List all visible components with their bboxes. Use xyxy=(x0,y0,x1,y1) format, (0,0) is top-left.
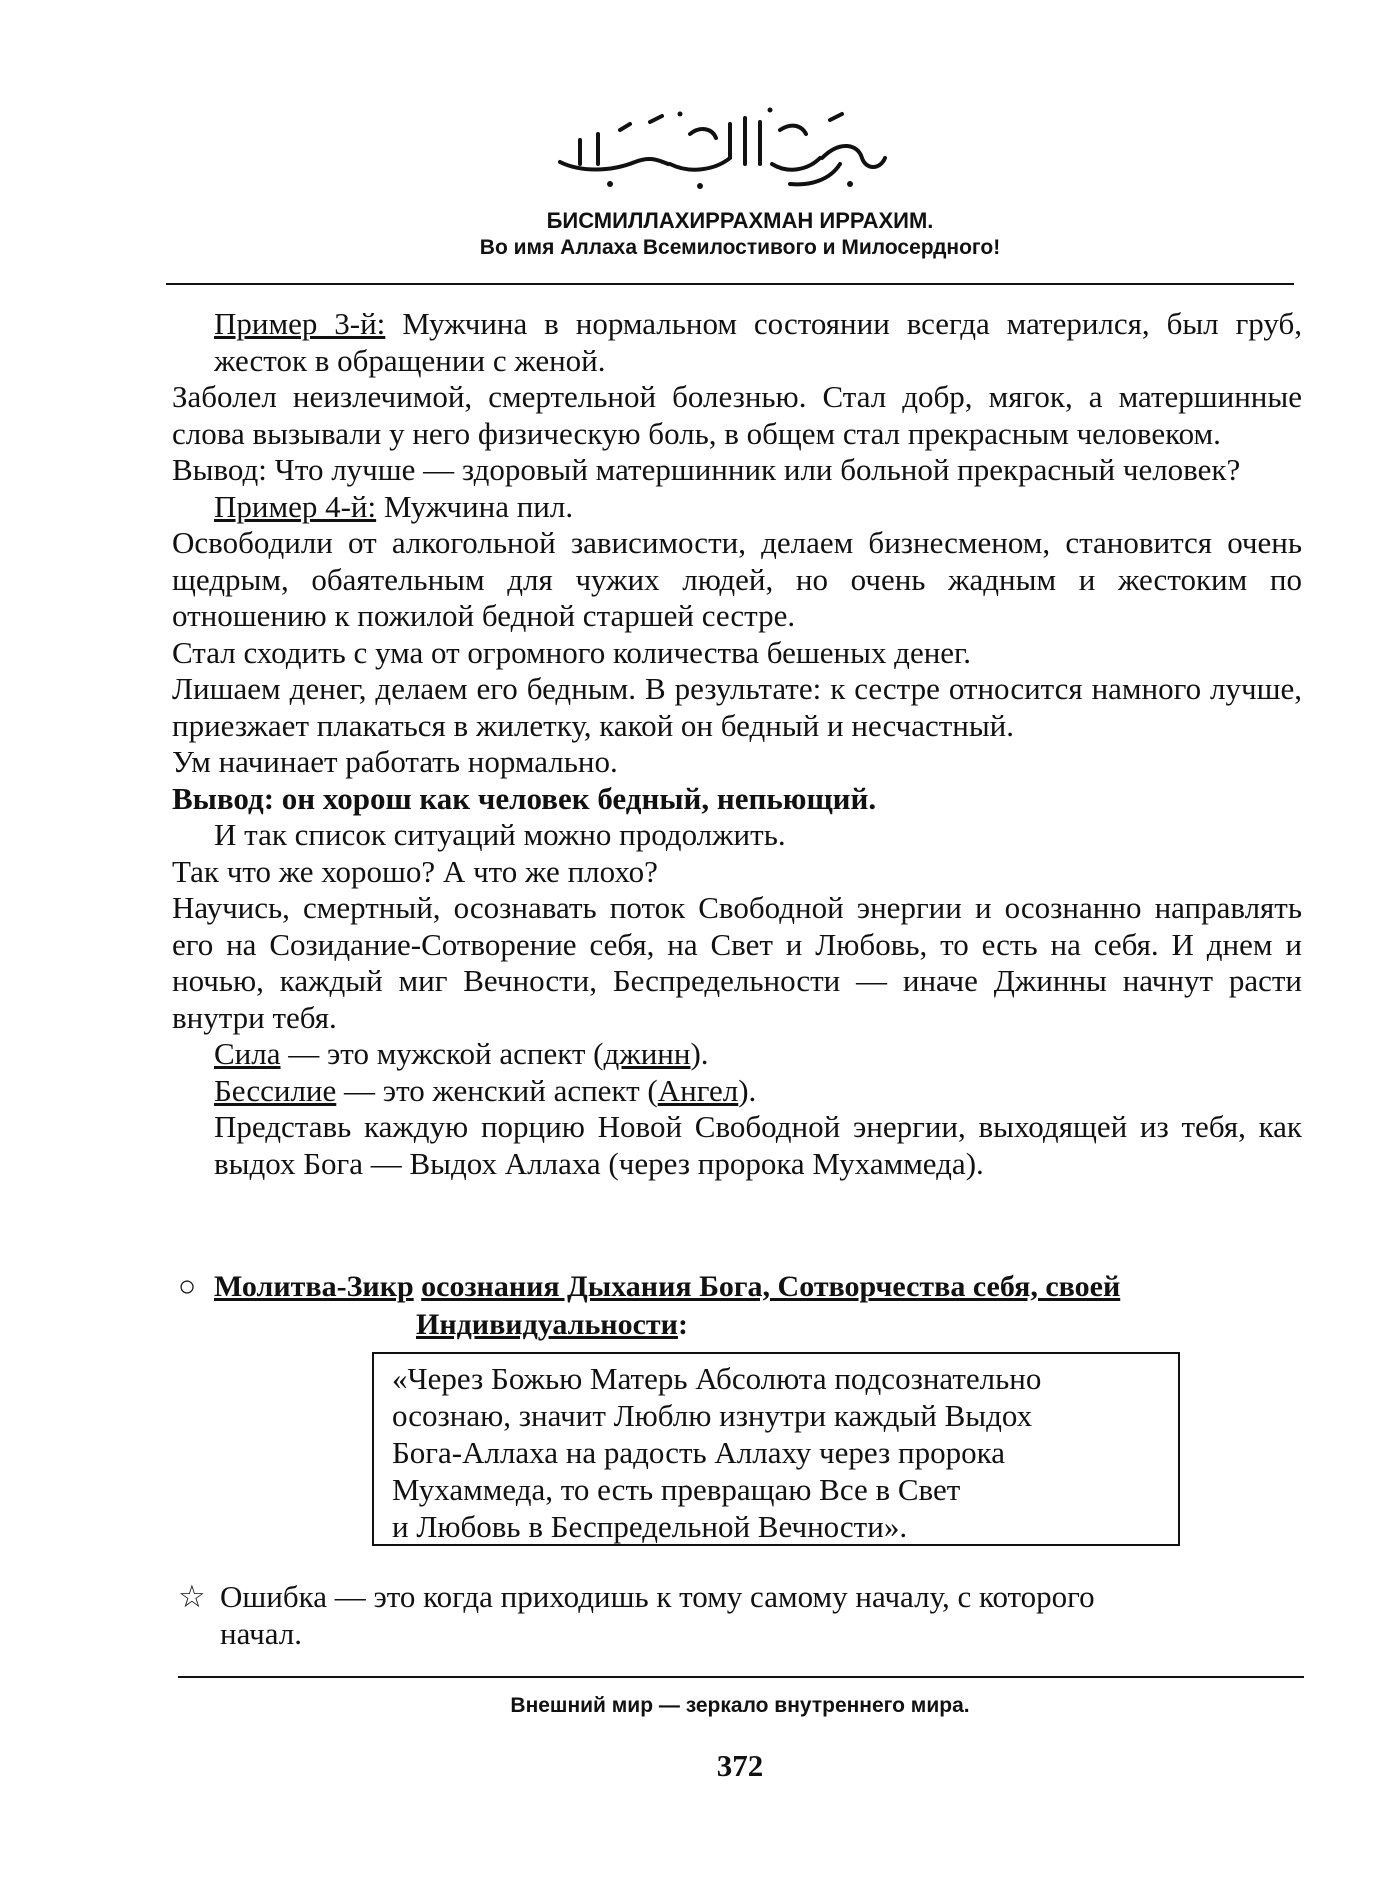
note-line2: начал. xyxy=(220,1616,302,1651)
bessilie-end: ). xyxy=(738,1072,757,1108)
example-3-paragraph xyxy=(172,306,1302,379)
paragraph: Лишаем денег, делаем его бедным. В результате: к сестре относится намного лучше, приезжает плакаться в жилетку, какой он бедный и несчастный. xyxy=(172,671,1302,743)
paragraph: Заболел неизлечимой, смертельной болезнью. Стал добр, мягок, а матершинные слова вызывали у него физическую боль, в общем стал прекрасным человеком. xyxy=(172,379,1302,451)
prayer-heading-line2-text: Индивидуальности xyxy=(416,1308,678,1341)
paragraph: И так список ситуаций можно продолжить. xyxy=(214,817,786,852)
page-number: 372 xyxy=(716,1748,764,1783)
paragraph: Освободили от алкогольной зависимости, делаем бизнесменом, становится очень щедрым, обаятельным для чужих людей, но очень жадным и жестоким по отношению к пожилой бедной старшей сестре. xyxy=(172,525,1302,633)
quote-line: Бога-Аллаха на радость Аллаху через пророка xyxy=(392,1435,1005,1470)
sila-end: ). xyxy=(690,1036,709,1071)
main-text xyxy=(172,306,1302,1182)
conclusion-bold: Вывод: он хорош как человек бедный, непьющий. xyxy=(172,780,877,816)
quote-line: «Через Божью Матерь Абсолюта подсознательно xyxy=(392,1361,1042,1396)
sila-word: Сила xyxy=(214,1036,281,1071)
sila-paren: джинн xyxy=(603,1036,691,1071)
paragraph: Вывод: Что лучше — здоровый матершинник или больной прекрасный человек? xyxy=(172,452,1241,487)
bismillah-calligraphy-icon xyxy=(540,100,900,195)
paragraph: Ум начинает работать нормально. xyxy=(172,744,618,779)
quote-line: Мухаммеда, то есть превращаю Все в Свет xyxy=(392,1472,961,1507)
bessilie-mid: — это женский аспект ( xyxy=(336,1072,658,1108)
paragraph: Представь каждую порцию Новой Свободной энергии, выходящей из тебя, как выдох Бога — Выдох Аллаха (через пророка Мухаммеда). xyxy=(214,1109,1302,1181)
footer-motto: Внешний мир — зеркало внутреннего мира. xyxy=(510,1694,970,1717)
header-divider xyxy=(166,283,1294,285)
sila-mid: — это мужской аспект ( xyxy=(280,1036,604,1071)
header-title: БИСМИЛЛАХИРРАХМАН ИРРАХИМ. xyxy=(546,208,934,233)
star-icon: ☆ xyxy=(178,1579,206,1614)
prayer-quote-box xyxy=(372,1352,1180,1546)
example-4-paragraph xyxy=(172,489,1302,526)
bessilie-word: Бессилие xyxy=(214,1072,337,1108)
example-4-label: Пример 4-й: xyxy=(214,488,377,524)
prayer-heading-part1: Молитва-Зикр xyxy=(214,1270,414,1303)
paragraph: Научись, смертный, осознавать поток Свободной энергии и осознанно направлять его на Созидание-Сотворение себя, на Свет и Любовь, то есть на себя. И днем и ночью, каждый миг Вечности, Беспредельности — иначе Джинны начнут расти внутри тебя. xyxy=(172,890,1302,1035)
example-3-label: Пример 3-й: xyxy=(214,306,386,341)
note-line1 xyxy=(178,1578,1298,1615)
prayer-heading-part2: осознания Дыхания Бога, Сотворчества себя, своей xyxy=(421,1270,1121,1303)
prayer-heading-colon: : xyxy=(677,1308,688,1341)
error-note xyxy=(178,1578,1298,1652)
note-text: Ошибка — это когда приходишь к тому самому началу, с которого xyxy=(220,1579,1095,1614)
paragraph: Так что же хорошо? А что же плохо? xyxy=(172,853,658,889)
header-subtitle: Во имя Аллаха Всемилостивого и Милосердного! xyxy=(479,236,1001,259)
prayer-heading-line1 xyxy=(178,1268,1308,1306)
prayer-heading-line2 xyxy=(178,1306,1308,1344)
example-4-text: Мужчина пил. xyxy=(376,488,574,524)
paragraph: Стал сходить с ума от огромного количества бешеных денег. xyxy=(172,634,972,670)
bessilie-paren: Ангел xyxy=(657,1072,739,1108)
footer-divider xyxy=(178,1676,1304,1678)
example-3-text: Мужчина в нормальном состоянии всегда матерился, был груб, жесток в обращении с женой. xyxy=(214,306,1302,378)
circle-bullet-icon: ○ xyxy=(178,1270,197,1303)
bessilie-line xyxy=(172,1073,1302,1110)
prayer-heading xyxy=(178,1268,1308,1344)
quote-line: и Любовь в Беспредельной Вечности». xyxy=(392,1509,908,1544)
sila-line xyxy=(172,1036,1302,1073)
quote-line: осознаю, значит Люблю изнутри каждый Выдох xyxy=(392,1398,1033,1433)
